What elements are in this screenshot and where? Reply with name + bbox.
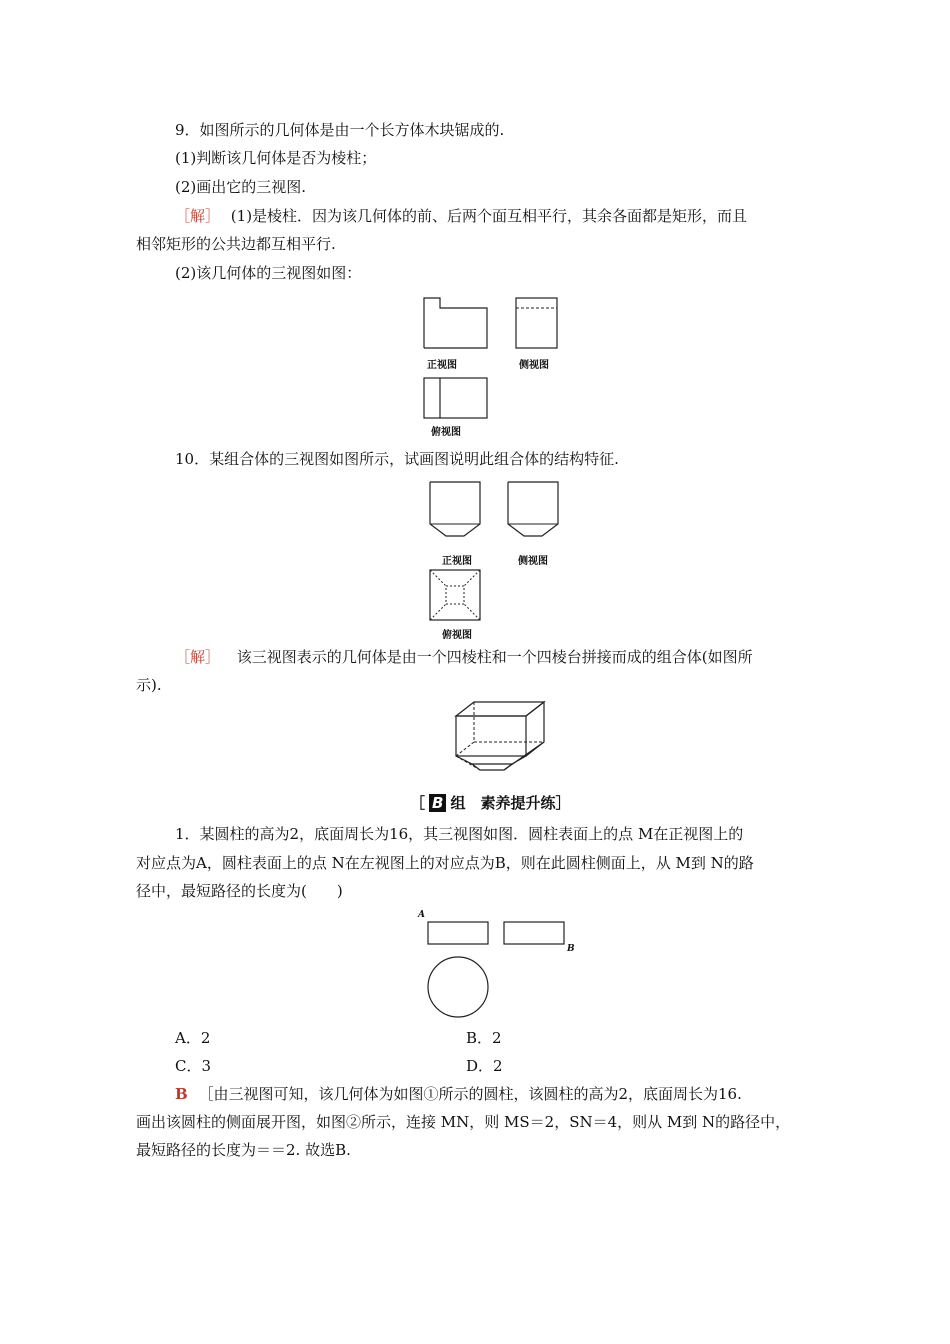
solution-text: 该三视图表示的几何体是由一个四棱柱和一个四棱台拼接而成的组合体(如图所 <box>236 648 753 666</box>
q10-solution-line1 <box>175 646 753 668</box>
q10-solution-line2: 示). <box>136 676 162 694</box>
q9-side-caption: 侧视图 <box>519 360 549 371</box>
group-b-mark: B <box>429 794 446 812</box>
group-b-title: 组 素养提升练 <box>450 794 556 812</box>
q9-solution-line3: (2)该几何体的三视图如图： <box>175 264 362 282</box>
answer-text: ［由三视图可知，该几何体为如图①所示的圆柱，该圆柱的高为2，底面周长为16. <box>198 1085 742 1103</box>
q10-stem: 10．某组合体的三视图如图所示，试画图说明此组合体的结构特征. <box>175 450 619 468</box>
q9-solution-line2: 相邻矩形的公共边都互相平行. <box>136 235 336 253</box>
q9-solution-line1 <box>175 205 747 227</box>
solution-tag: ［解］ <box>175 648 221 666</box>
b1-stem-line1: 1．某圆柱的高为2，底面周长为16，其三视图如图．圆柱表面上的点 M在正视图上的 <box>175 825 744 843</box>
b1-stem-line3: 径中，最短路径的长度为( ) <box>136 882 343 900</box>
point-a-label: A <box>418 910 425 920</box>
option-d: D．2 <box>466 1057 503 1075</box>
q9-part2: (2)画出它的三视图. <box>175 178 307 196</box>
q10-solid-figure <box>450 700 550 780</box>
answer-letter: B <box>175 1085 188 1103</box>
b1-answer-line1 <box>175 1083 742 1105</box>
group-b-banner <box>410 792 570 813</box>
option-a: A．2 <box>175 1029 211 1047</box>
q9-stem: 9．如图所示的几何体是由一个长方体木块锯成的. <box>175 121 505 139</box>
q9-front-caption: 正视图 <box>427 360 457 371</box>
q9-top-caption: 俯视图 <box>431 427 461 438</box>
q10-side-caption: 侧视图 <box>518 556 548 567</box>
b1-answer-line3: 最短路径的长度为＝＝2. 故选B. <box>136 1141 351 1159</box>
q10-top-caption: 俯视图 <box>442 630 472 641</box>
b1-answer-line2: 画出该圆柱的侧面展开图，如图②所示，连接 MN，则 MS＝2，SN＝4，则从 M到 N的路径中， <box>136 1113 791 1131</box>
option-c: C．3 <box>175 1057 212 1075</box>
point-b-label: B <box>567 944 575 954</box>
option-b: B．2 <box>466 1029 502 1047</box>
solution-text: (1)是棱柱．因为该几何体的前、后两个面互相平行，其余各面都是矩形，而且 <box>230 207 748 225</box>
solution-tag: ［解］ <box>175 207 221 225</box>
b1-stem-line2: 对应点为A，圆柱表面上的点 N在左视图上的对应点为B，则在此圆柱侧面上，从 M到 N的路 <box>136 854 754 872</box>
b1-three-views-figure <box>420 912 590 1022</box>
q10-front-caption: 正视图 <box>442 556 472 567</box>
q9-part1: (1)判断该几何体是否为棱柱； <box>175 149 377 167</box>
bracket-open: ［ <box>410 794 426 812</box>
bracket-close: ］ <box>555 794 571 812</box>
